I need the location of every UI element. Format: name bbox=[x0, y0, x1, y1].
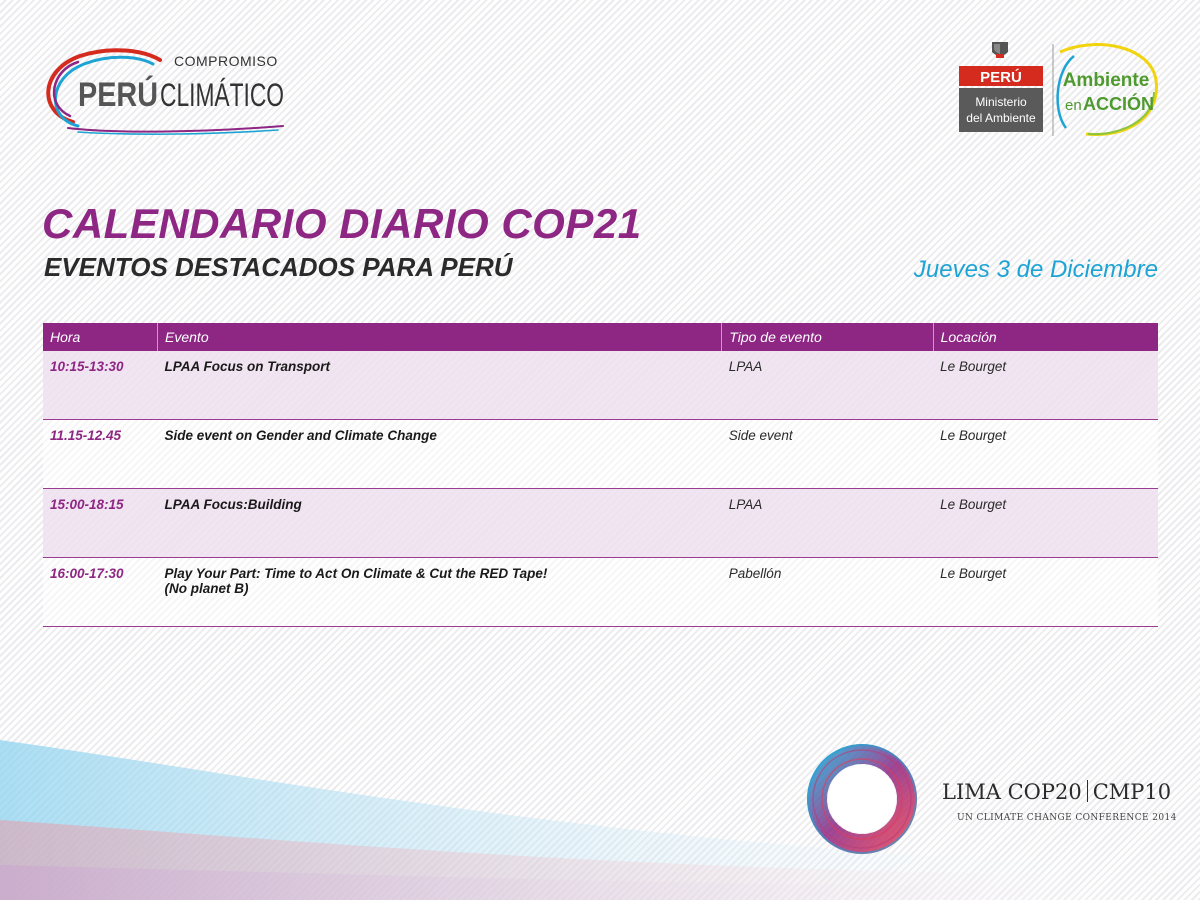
cell-event bbox=[158, 558, 722, 627]
logo-climatico-text: CLIMÁTICO bbox=[160, 77, 284, 113]
event-title: LPAA Focus on Transport bbox=[164, 359, 331, 374]
minam-ministry-line1: Ministerio bbox=[975, 95, 1027, 109]
event-title: Side event on Gender and Climate Change bbox=[164, 428, 437, 443]
cell-location: Le Bourget bbox=[933, 351, 1158, 420]
table-row bbox=[43, 558, 1158, 627]
event-title: Play Your Part: Time to Act On Climate & Cut the RED Tape! bbox=[164, 566, 548, 581]
cell-type: Pabellón bbox=[722, 558, 933, 627]
table-row bbox=[43, 420, 1158, 489]
cell-type: LPAA bbox=[722, 489, 933, 558]
cell-type: Side event bbox=[722, 420, 933, 489]
minam-ministry-line2: del Ambiente bbox=[966, 111, 1036, 125]
event-title-line2: (No planet B) bbox=[164, 581, 249, 596]
logo-line1: COMPROMISO bbox=[174, 53, 278, 69]
campaign-line2a: en bbox=[1065, 97, 1082, 114]
coat-of-arms-icon bbox=[992, 42, 1008, 58]
cell-event bbox=[158, 351, 722, 420]
campaign-line1: Ambiente bbox=[1062, 70, 1150, 91]
events-table bbox=[43, 323, 1158, 627]
cell-event bbox=[158, 420, 722, 489]
column-header-evento: Evento bbox=[158, 323, 722, 351]
cell-time: 16:00-17:30 bbox=[43, 558, 158, 627]
cell-type: LPAA bbox=[722, 351, 933, 420]
cell-location: Le Bourget bbox=[933, 558, 1158, 627]
cell-location: Le Bourget bbox=[933, 420, 1158, 489]
cell-location: Le Bourget bbox=[933, 489, 1158, 558]
cell-time: 11.15-12.45 bbox=[43, 420, 158, 489]
table-row bbox=[43, 489, 1158, 558]
cop20-title-part1: LIMA COP20 bbox=[942, 780, 1082, 804]
peru-climatico-logo bbox=[38, 42, 288, 134]
column-header-locacion: Locación bbox=[933, 323, 1158, 351]
table-header-row bbox=[43, 323, 1158, 351]
event-title: LPAA Focus:Building bbox=[164, 497, 302, 512]
column-header-tipo: Tipo de evento bbox=[722, 323, 933, 351]
cell-event bbox=[158, 489, 722, 558]
cop20-subtitle: UN CLIMATE CHANGE CONFERENCE 2014 bbox=[957, 813, 1177, 823]
title-separator bbox=[1087, 780, 1088, 802]
cop20-title-part2: CMP10 bbox=[1092, 780, 1172, 804]
table-row bbox=[43, 351, 1158, 420]
cop20-title bbox=[942, 780, 1171, 804]
event-date: Jueves 3 de Diciembre bbox=[913, 256, 1158, 283]
column-header-hora: Hora bbox=[43, 323, 158, 351]
minam-country: PERÚ bbox=[980, 69, 1022, 86]
cell-time: 10:15-13:30 bbox=[43, 351, 158, 420]
minam-logo bbox=[956, 40, 1161, 140]
campaign-line2b: ACCIÓN bbox=[1083, 94, 1154, 114]
cell-time: 15:00-18:15 bbox=[43, 489, 158, 558]
logo-peru-text: PERÚ bbox=[78, 76, 158, 114]
page-subtitle: EVENTOS DESTACADOS PARA PERÚ bbox=[44, 252, 513, 282]
page-title: CALENDARIO DIARIO COP21 bbox=[42, 200, 642, 247]
cop20-ring-logo-icon bbox=[806, 743, 918, 855]
